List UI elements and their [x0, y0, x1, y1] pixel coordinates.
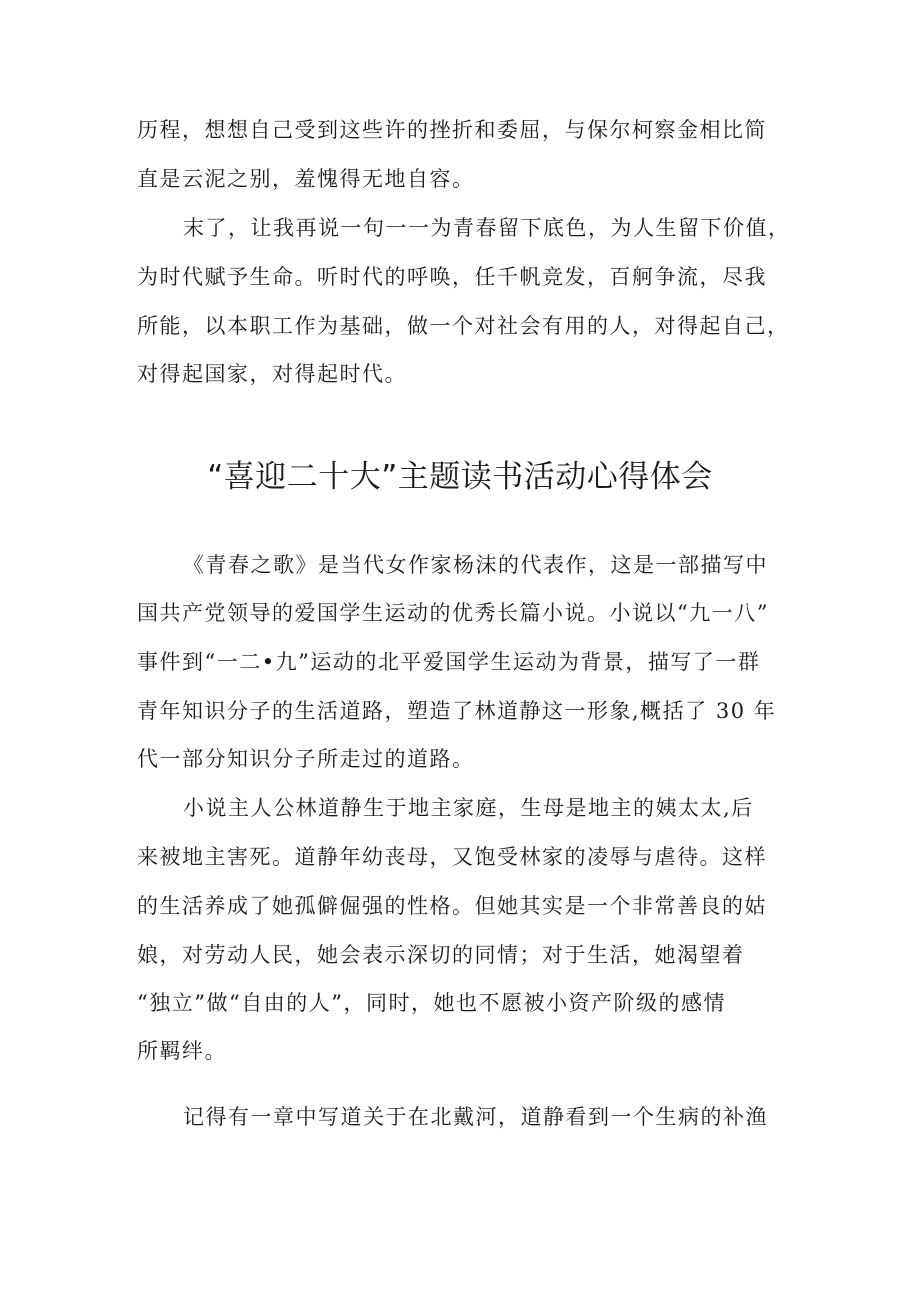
- paragraph-line: 所羁绊。: [137, 1039, 227, 1063]
- paragraph-line: 的生活养成了她孤僻倔强的性格。但她其实是一个非常善良的姑: [137, 894, 767, 918]
- paragraph-line: 记得有一章中写道关于在北戴河，道静看到一个生病的补渔: [183, 1105, 768, 1129]
- paragraph-line: 历程，想想自己受到这些许的挫折和委屈，与保尔柯察金相比简: [137, 118, 767, 142]
- paragraph-line: 《青春之歌》是当代女作家杨沫的代表作，这是一部描写中: [183, 553, 768, 577]
- paragraph-line: “独立”做“自由的人”，同时，她也不愿被小资产阶级的感情: [137, 991, 726, 1015]
- paragraph-line: 对得起国家，对得起时代。: [137, 362, 407, 386]
- paragraph-line: 事件到“一二•九”运动的北平爱国学生运动为背景，描写了一群: [137, 650, 761, 674]
- paragraph-line: 直是云泥之别，羞愧得无地自容。: [137, 167, 475, 191]
- paragraph-line: 来被地主害死。道静年幼丧母，又饱受林家的凌辱与虐待。这样: [137, 845, 767, 869]
- paragraph-line: 末了，让我再说一句一一为青春留下底色，为人生留下价值，: [183, 216, 791, 240]
- document-title: “喜迎二十大”主题读书活动心得体会: [207, 459, 713, 495]
- paragraph-line: 小说主人公林道静生于地主家庭，生母是地主的姨太太,后: [183, 796, 754, 820]
- paragraph-line: 国共产党领导的爱国学生运动的优秀长篇小说。小说以“九一八”: [137, 601, 769, 625]
- paragraph-line: 娘，对劳动人民，她会表示深切的同情；对于生活，她渴望着: [137, 943, 745, 967]
- paragraph-line: 青年知识分子的生活道路，塑造了林道静这一形象,概括了 30 年: [137, 699, 777, 723]
- paragraph-line: 所能，以本职工作为基础，做一个对社会有用的人，对得起自己，: [137, 314, 790, 338]
- paragraph-line: 为时代赋予生命。听时代的呼唤，任千帆竞发，百舸争流，尽我: [137, 265, 767, 289]
- paragraph-line: 代一部分知识分子所走过的道路。: [137, 747, 475, 771]
